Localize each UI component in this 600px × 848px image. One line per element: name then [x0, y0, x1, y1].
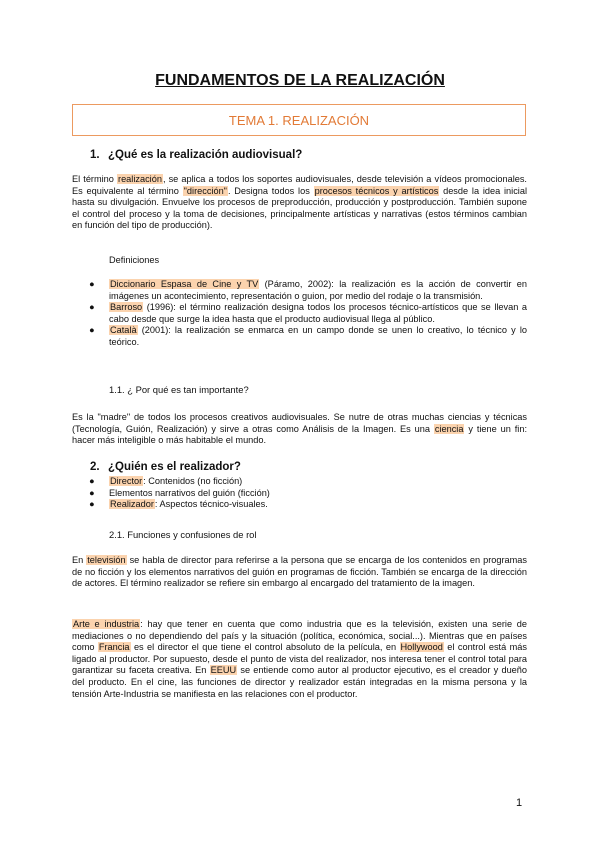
roles-list: [89, 476, 527, 511]
highlight: realización: [118, 174, 162, 184]
topic-title: TEMA 1. REALIZACIÓN: [228, 112, 370, 128]
highlight: procesos técnicos y artísticos: [314, 185, 439, 196]
highlight: Arte e industria: [73, 619, 140, 629]
list-item: ● Diccionario Espasa de Cine y TV (Páramo, 2002): la realización es la acción de convertir en imágenes un acontecimiento, representación o guion, por medio del rodaje o la transmisión.: [89, 279, 527, 301]
section-1-heading: 1. ¿Qué es la realización audiovisual?: [90, 149, 303, 161]
highlight: Francia: [98, 642, 130, 653]
subsection-2-1-paragraph-2: Arte e industria: hay que tener en cuenta que como industria que es la televisión, existen una serie de mediaciones o no dependiendo del país y la situación (política, económica, social...). Mientras que en países como Francia es el director el que tiene el control absoluto de la película, en Hollywood el control está más ligado al productor. Por supuesto, desde el punto de vista del realizador, nos interesa tener el control total para garantizar su faceta creativa. En EEUU se entiende como autor al productor ejecutivo, es el creador y dueño del producto. En el cine, las funciones de director y realizador están integradas en la misma persona y la tensión Arte-Industria se manifiesta en las relaciones con el productor.: [72, 619, 528, 699]
highlight: ciencia: [434, 423, 464, 434]
list-item: ● Director: Contenidos (no ficción): [89, 476, 243, 486]
section-2-heading: 2. ¿Quién es el realizador?: [90, 461, 241, 473]
subsection-2-1: 2.1. Funciones y confusiones de rol: [109, 529, 257, 540]
page-title: FUNDAMENTOS DE LA REALIZACIÓN: [155, 72, 445, 89]
highlight: "dirección": [183, 185, 227, 196]
subsection-2-1-paragraph-1: En televisión se habla de director para referirse a la persona que se encarga de los contenidos en programas de no ficción y los elementos narrativos del guión en programas de ficción. También se encarga de la dirección de actores. El término realizador se refiere sin embargo al encargado del tratamiento de la imagen.: [72, 555, 527, 589]
definitions-label: Definiciones: [109, 255, 160, 265]
list-item: ● Barroso (1996): el término realización designa todos los procesos técnico-artísticos que se llevan a cabo desde que surge la idea hasta que el producto audiovisual llega al público.: [89, 302, 527, 324]
subsection-1-1: 1.1. ¿ Por qué es tan importante?: [109, 384, 249, 395]
highlight: Hollywood: [400, 642, 443, 653]
highlight: televisión: [87, 555, 126, 565]
list-item: ● Realizador: Aspectos técnico-visuales.: [89, 499, 268, 510]
highlight: Català: [110, 325, 137, 336]
list-item: ● Català (2001): la realización se enmarca en un campo donde se unen lo creativo, lo técnico y lo teórico.: [89, 325, 527, 347]
list-item: ● Elementos narrativos del guión (ficción): [89, 487, 270, 498]
highlight: Realizador: [110, 499, 154, 510]
page-number: 1: [516, 797, 523, 809]
highlight: Barroso: [110, 302, 143, 313]
subsection-1-1-paragraph: Es la "madre" de todos los procesos creativos audiovisuales. Se nutre de otras muchas ciencias y técnicas (Tecnología, Guión, Realización) y sirve a otras como Análisis de la Imagen. Es una ciencia y tiene un fin: hacer más inteligible o más habitable el mundo.: [72, 412, 528, 446]
highlight: Director: [110, 476, 143, 486]
highlight: Diccionario Espasa de Cine y TV: [110, 279, 259, 289]
definitions-list: [89, 279, 527, 349]
topic-box: [72, 104, 526, 136]
section-1-paragraph: El término realización, se aplica a todos los soportes audiovisuales, desde televisión a vídeos promocionales. Es equivalente al término "dirección". Designa todos los procesos técnicos y artísticos desde la idea inicial hasta su divulgación. Envuelve los procesos de preproducción, producción y postproducción. También supone el control del proceso y la toma de decisiones, principalmente artísticas y narrativas (estos términos cambian en función del tipo de producción).: [72, 174, 527, 231]
highlight: EEUU: [210, 665, 237, 676]
